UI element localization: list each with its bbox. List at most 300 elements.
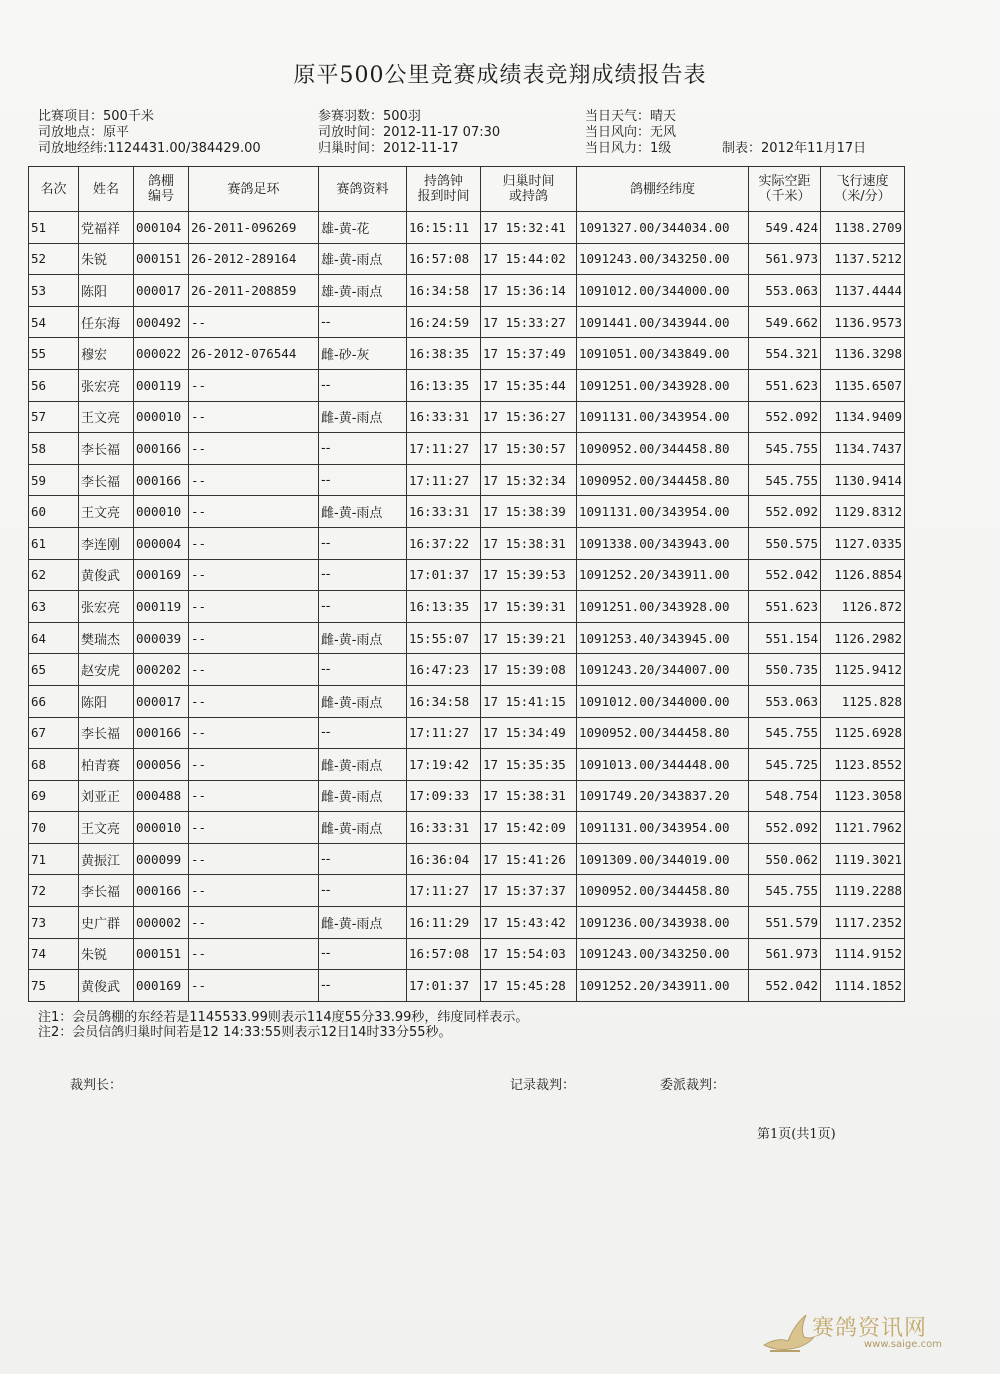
delegate-label: 委派裁判： (660, 1078, 726, 1093)
table-cell: 17 15:44:02 (481, 243, 577, 275)
table-cell: 551.579 (749, 907, 821, 939)
table-cell: 17 15:41:15 (481, 685, 577, 717)
table-cell: 1123.3058 (821, 780, 905, 812)
table-cell: 58 (29, 433, 79, 465)
table-cell: 1091252.20/343911.00 (577, 970, 749, 1002)
table-cell: 雌-黄-雨点 (319, 401, 407, 433)
table-cell: 550.735 (749, 654, 821, 686)
table-cell: 1091131.00/343954.00 (577, 496, 749, 528)
table-cell: 000010 (134, 812, 189, 844)
return-time-label: 归巢时间：2012-11-17 (318, 141, 459, 156)
table-cell: -- (189, 907, 319, 939)
table-cell: 1091131.00/343954.00 (577, 401, 749, 433)
table-cell: 17 15:35:35 (481, 749, 577, 781)
table-cell: 16:33:31 (407, 812, 481, 844)
table-cell: 17 15:41:26 (481, 843, 577, 875)
table-cell: 1091236.00/343938.00 (577, 907, 749, 939)
table-cell: 26-2011-208859 (189, 275, 319, 307)
table-cell: 雌-黄-雨点 (319, 622, 407, 654)
table-cell: 000169 (134, 559, 189, 591)
table-cell: -- (319, 938, 407, 970)
table-cell: 17:01:37 (407, 559, 481, 591)
table-cell: 赵安虎 (79, 654, 134, 686)
release-coords-label: 司放地经纬:1124431.00/384429.00 (38, 141, 261, 156)
table-cell: 雄-黄-雨点 (319, 275, 407, 307)
table-cell: 17 15:36:27 (481, 401, 577, 433)
column-header: 飞行速度 （米/分） (821, 167, 905, 212)
table-cell: 551.623 (749, 369, 821, 401)
weather-label: 当日天气：晴天 (585, 109, 677, 124)
table-cell: 57 (29, 401, 79, 433)
table-cell: 16:34:58 (407, 685, 481, 717)
table-row (29, 212, 905, 244)
table-cell: 1123.8552 (821, 749, 905, 781)
table-cell: 1119.3021 (821, 843, 905, 875)
table-cell: 李长福 (79, 717, 134, 749)
table-cell: 1090952.00/344458.80 (577, 433, 749, 465)
table-cell: 1127.0335 (821, 527, 905, 559)
table-cell: -- (319, 843, 407, 875)
table-cell: -- (319, 875, 407, 907)
table-cell: -- (319, 369, 407, 401)
table-cell: 雌-砂-灰 (319, 338, 407, 370)
table-cell: 552.042 (749, 970, 821, 1002)
table-row (29, 433, 905, 465)
table-cell: 17 15:43:42 (481, 907, 577, 939)
entries-label: 参赛羽数：500羽 (318, 109, 421, 124)
table-cell: 000010 (134, 496, 189, 528)
table-cell: 1091327.00/344034.00 (577, 212, 749, 244)
table-cell: 63 (29, 591, 79, 623)
table-cell: 1091012.00/344000.00 (577, 685, 749, 717)
table-cell: 17 15:38:31 (481, 780, 577, 812)
table-cell: 52 (29, 243, 79, 275)
table-cell: 1125.9412 (821, 654, 905, 686)
note-1: 注1：会员鸽棚的东经若是1145533.99则表示114度55分33.99秒，纬度同样表示。 (38, 1010, 529, 1025)
table-cell: -- (189, 654, 319, 686)
table-cell: 16:47:23 (407, 654, 481, 686)
table-cell: 17 15:39:53 (481, 559, 577, 591)
table-cell: 51 (29, 212, 79, 244)
table-cell: 545.755 (749, 464, 821, 496)
table-cell: 17 15:33:27 (481, 306, 577, 338)
table-cell: 1091251.00/343928.00 (577, 369, 749, 401)
table-cell: 000166 (134, 464, 189, 496)
column-header: 赛鸽资料 (319, 167, 407, 212)
table-cell: 75 (29, 970, 79, 1002)
table-cell: 17 15:45:28 (481, 970, 577, 1002)
table-cell: 1091243.00/343250.00 (577, 243, 749, 275)
table-cell: 穆宏 (79, 338, 134, 370)
table-cell: 1125.6928 (821, 717, 905, 749)
table-cell: 1137.5212 (821, 243, 905, 275)
table-row (29, 685, 905, 717)
table-cell: 68 (29, 749, 79, 781)
table-cell: 554.321 (749, 338, 821, 370)
table-row (29, 717, 905, 749)
table-cell: -- (319, 527, 407, 559)
table-cell: 17 15:37:37 (481, 875, 577, 907)
table-cell: 1091012.00/344000.00 (577, 275, 749, 307)
table-cell: 1091253.40/343945.00 (577, 622, 749, 654)
table-cell: 000119 (134, 369, 189, 401)
table-cell: -- (189, 812, 319, 844)
table-cell: 雌-黄-雨点 (319, 780, 407, 812)
table-cell: -- (189, 527, 319, 559)
table-row (29, 938, 905, 970)
table-cell: 1114.9152 (821, 938, 905, 970)
referee-label: 裁判长： (70, 1078, 123, 1093)
table-cell: 1138.2709 (821, 212, 905, 244)
column-header: 鸽棚 编号 (134, 167, 189, 212)
table-cell: 561.973 (749, 243, 821, 275)
table-cell: -- (189, 433, 319, 465)
table-cell: 66 (29, 685, 79, 717)
table-cell: 张宏亮 (79, 369, 134, 401)
page-title: 原平500公里竞赛成绩表竞翔成绩报告表 (293, 63, 707, 88)
table-row (29, 654, 905, 686)
table-cell: 李长福 (79, 875, 134, 907)
table-row (29, 338, 905, 370)
table-cell: 1126.872 (821, 591, 905, 623)
table-cell: 17 15:32:41 (481, 212, 577, 244)
table-cell: -- (319, 591, 407, 623)
table-cell: 545.755 (749, 433, 821, 465)
table-cell: 000104 (134, 212, 189, 244)
table-cell: -- (189, 559, 319, 591)
table-cell: 1091749.20/343837.20 (577, 780, 749, 812)
column-header: 赛鸽足环 (189, 167, 319, 212)
table-cell: 1126.2982 (821, 622, 905, 654)
table-cell: 雌-黄-雨点 (319, 907, 407, 939)
table-cell: 545.755 (749, 875, 821, 907)
table-cell: 000202 (134, 654, 189, 686)
table-cell: 1136.9573 (821, 306, 905, 338)
table-cell: 1091338.00/343943.00 (577, 527, 749, 559)
column-header: 实际空距 （千米） (749, 167, 821, 212)
table-cell: 黄俊武 (79, 970, 134, 1002)
table-cell: 550.575 (749, 527, 821, 559)
note-2: 注2：会员信鸽归巢时间若是12 14:33:55则表示12日14时33分55秒。 (38, 1025, 452, 1040)
table-cell: -- (189, 843, 319, 875)
table-cell: 王文亮 (79, 496, 134, 528)
table-cell: 17:11:27 (407, 875, 481, 907)
table-cell: -- (319, 654, 407, 686)
table-cell: 李长福 (79, 433, 134, 465)
table-cell: -- (189, 464, 319, 496)
release-place-label: 司放地点：原平 (38, 125, 130, 140)
table-cell: 任东海 (79, 306, 134, 338)
table-header-row (29, 167, 905, 212)
table-cell: 26-2011-096269 (189, 212, 319, 244)
table-cell: 1130.9414 (821, 464, 905, 496)
table-cell: 16:13:35 (407, 591, 481, 623)
table-row (29, 622, 905, 654)
table-cell: 雄-黄-花 (319, 212, 407, 244)
watermark-url: www.saige.com (864, 1339, 942, 1350)
table-cell: 雌-黄-雨点 (319, 812, 407, 844)
table-cell: 柏青赛 (79, 749, 134, 781)
table-cell: 17 15:39:21 (481, 622, 577, 654)
table-cell: -- (189, 685, 319, 717)
table-cell: 1134.9409 (821, 401, 905, 433)
table-cell: 李长福 (79, 464, 134, 496)
table-cell: -- (189, 306, 319, 338)
table-cell: 1114.1852 (821, 970, 905, 1002)
table-cell: 樊瑞杰 (79, 622, 134, 654)
table-cell: 雌-黄-雨点 (319, 496, 407, 528)
table-cell: -- (189, 970, 319, 1002)
table-cell: 26-2012-076544 (189, 338, 319, 370)
table-row (29, 875, 905, 907)
table-cell: 73 (29, 907, 79, 939)
table-cell: 1091309.00/344019.00 (577, 843, 749, 875)
table-cell: 000099 (134, 843, 189, 875)
table-cell: 黄振江 (79, 843, 134, 875)
table-cell: 雄-黄-雨点 (319, 243, 407, 275)
table-cell: 1134.7437 (821, 433, 905, 465)
table-cell: 16:57:08 (407, 938, 481, 970)
table-cell: 16:34:58 (407, 275, 481, 307)
table-cell: 71 (29, 843, 79, 875)
table-cell: 552.092 (749, 496, 821, 528)
table-cell: 17 15:32:34 (481, 464, 577, 496)
table-cell: 雌-黄-雨点 (319, 749, 407, 781)
table-row (29, 401, 905, 433)
table-cell: 16:38:35 (407, 338, 481, 370)
column-header: 鸽棚经纬度 (577, 167, 749, 212)
table-cell: 1129.8312 (821, 496, 905, 528)
table-cell: -- (319, 464, 407, 496)
table-cell: 1137.4444 (821, 275, 905, 307)
table-cell: 陈阳 (79, 275, 134, 307)
table-cell: 59 (29, 464, 79, 496)
table-cell: 17 15:54:03 (481, 938, 577, 970)
table-cell: 16:36:04 (407, 843, 481, 875)
table-cell: 552.092 (749, 401, 821, 433)
table-cell: 74 (29, 938, 79, 970)
results-table (28, 166, 905, 1002)
table-cell: -- (319, 559, 407, 591)
table-row (29, 907, 905, 939)
table-row (29, 970, 905, 1002)
table-cell: 1090952.00/344458.80 (577, 875, 749, 907)
table-cell: -- (319, 433, 407, 465)
table-cell: -- (189, 401, 319, 433)
table-cell: -- (189, 717, 319, 749)
table-cell: 000017 (134, 685, 189, 717)
table-cell: 1135.6507 (821, 369, 905, 401)
table-cell: 545.725 (749, 749, 821, 781)
table-cell: 雌-黄-雨点 (319, 685, 407, 717)
wind-direction-label: 当日风向：无风 (585, 125, 677, 140)
table-cell: 000492 (134, 306, 189, 338)
table-row (29, 749, 905, 781)
watermark-text: 赛鸽资讯网 (812, 1316, 928, 1341)
table-cell: 刘亚正 (79, 780, 134, 812)
table-row (29, 812, 905, 844)
table-cell: 朱锐 (79, 243, 134, 275)
table-cell: 1119.2288 (821, 875, 905, 907)
table-cell: 53 (29, 275, 79, 307)
table-cell: 1126.8854 (821, 559, 905, 591)
column-header: 归巢时间 或持鸽 (481, 167, 577, 212)
table-cell: 1091441.00/343944.00 (577, 306, 749, 338)
table-cell: 61 (29, 527, 79, 559)
table-cell: 17:11:27 (407, 464, 481, 496)
table-cell: 56 (29, 369, 79, 401)
table-cell: 1091131.00/343954.00 (577, 812, 749, 844)
wind-force-label: 当日风力：1级 (585, 141, 672, 156)
table-cell: 553.063 (749, 275, 821, 307)
table-cell: 54 (29, 306, 79, 338)
table-row (29, 527, 905, 559)
table-cell: 000119 (134, 591, 189, 623)
table-cell: 17 15:42:09 (481, 812, 577, 844)
made-date-label: 制表：2012年11月17日 (722, 141, 867, 156)
table-cell: 16:15:11 (407, 212, 481, 244)
table-row (29, 369, 905, 401)
table-cell: 王文亮 (79, 812, 134, 844)
notes (38, 1010, 528, 1040)
table-row (29, 496, 905, 528)
table-cell: 000166 (134, 433, 189, 465)
table-cell: -- (189, 938, 319, 970)
table-cell: 16:57:08 (407, 243, 481, 275)
table-cell: 1091051.00/343849.00 (577, 338, 749, 370)
table-cell: 17 15:38:39 (481, 496, 577, 528)
table-cell: -- (319, 306, 407, 338)
column-header: 持鸽钟 报到时间 (407, 167, 481, 212)
table-cell: 000166 (134, 717, 189, 749)
table-cell: 17 15:39:08 (481, 654, 577, 686)
table-cell: -- (189, 622, 319, 654)
watermark (760, 1307, 965, 1357)
table-row (29, 275, 905, 307)
table-cell: 16:37:22 (407, 527, 481, 559)
table-cell: 000056 (134, 749, 189, 781)
page-number: 第1页(共1页) (757, 1127, 836, 1142)
table-cell: 16:11:29 (407, 907, 481, 939)
table-cell: 69 (29, 780, 79, 812)
table-cell: 17:11:27 (407, 433, 481, 465)
table-cell: 561.973 (749, 938, 821, 970)
table-cell: 551.154 (749, 622, 821, 654)
table-row (29, 559, 905, 591)
recorder-label: 记录裁判： (510, 1078, 576, 1093)
table-cell: -- (319, 717, 407, 749)
table-cell: 17 15:30:57 (481, 433, 577, 465)
table-cell: 60 (29, 496, 79, 528)
table-cell: 553.063 (749, 685, 821, 717)
table-cell: 550.062 (749, 843, 821, 875)
table-cell: 1125.828 (821, 685, 905, 717)
table-cell: -- (189, 875, 319, 907)
table-cell: 17:01:37 (407, 970, 481, 1002)
table-cell: 000166 (134, 875, 189, 907)
table-cell: 16:24:59 (407, 306, 481, 338)
table-cell: -- (189, 780, 319, 812)
table-cell: 72 (29, 875, 79, 907)
table-cell: 000022 (134, 338, 189, 370)
table-cell: 1091251.00/343928.00 (577, 591, 749, 623)
table-cell: 17 15:38:31 (481, 527, 577, 559)
table-cell: 1091013.00/344448.00 (577, 749, 749, 781)
table-cell: 党福祥 (79, 212, 134, 244)
table-cell: 549.662 (749, 306, 821, 338)
event-label: 比赛项目：500千米 (38, 109, 154, 124)
table-cell: 1090952.00/344458.80 (577, 464, 749, 496)
table-cell: 1117.2352 (821, 907, 905, 939)
table-cell: 17 15:37:49 (481, 338, 577, 370)
table-row (29, 306, 905, 338)
table-cell: 王文亮 (79, 401, 134, 433)
table-cell: 000151 (134, 243, 189, 275)
column-header: 姓名 (79, 167, 134, 212)
table-cell: 陈阳 (79, 685, 134, 717)
table-cell: 17:09:33 (407, 780, 481, 812)
release-time-label: 司放时间：2012-11-17 07:30 (318, 125, 501, 140)
table-cell: 551.623 (749, 591, 821, 623)
table-cell: 1136.3298 (821, 338, 905, 370)
table-row (29, 843, 905, 875)
column-header: 名次 (29, 167, 79, 212)
table-cell: 17:19:42 (407, 749, 481, 781)
table-cell: -- (189, 369, 319, 401)
table-cell: 000169 (134, 970, 189, 1002)
table-cell: 17 15:35:44 (481, 369, 577, 401)
table-cell: 1090952.00/344458.80 (577, 717, 749, 749)
table-cell: 朱锐 (79, 938, 134, 970)
table-row (29, 464, 905, 496)
table-cell: 000039 (134, 622, 189, 654)
table-cell: 16:33:31 (407, 496, 481, 528)
table-cell: 17:11:27 (407, 717, 481, 749)
table-cell: 000004 (134, 527, 189, 559)
table-cell: 000010 (134, 401, 189, 433)
table-cell: 000002 (134, 907, 189, 939)
table-cell: 545.755 (749, 717, 821, 749)
table-cell: 26-2012-289164 (189, 243, 319, 275)
table-body (29, 212, 905, 1002)
table-cell: 15:55:07 (407, 622, 481, 654)
table-cell: -- (189, 591, 319, 623)
table-cell: -- (189, 749, 319, 781)
table-cell: 17 15:36:14 (481, 275, 577, 307)
table-cell: 64 (29, 622, 79, 654)
table-cell: 16:13:35 (407, 369, 481, 401)
table-cell: 000151 (134, 938, 189, 970)
table-cell: -- (319, 970, 407, 1002)
table-cell: 62 (29, 559, 79, 591)
table-cell: 1091243.20/344007.00 (577, 654, 749, 686)
table-cell: 17 15:34:49 (481, 717, 577, 749)
table-cell: 000017 (134, 275, 189, 307)
table-cell: 548.754 (749, 780, 821, 812)
pigeon-logo-icon (760, 1307, 816, 1355)
table-cell: 549.424 (749, 212, 821, 244)
table-cell: 552.092 (749, 812, 821, 844)
table-cell: 16:33:31 (407, 401, 481, 433)
table-row (29, 591, 905, 623)
table-cell: 67 (29, 717, 79, 749)
table-row (29, 243, 905, 275)
table-cell: -- (189, 496, 319, 528)
table-cell: 55 (29, 338, 79, 370)
table-cell: 1121.7962 (821, 812, 905, 844)
table-row (29, 780, 905, 812)
table-cell: 552.042 (749, 559, 821, 591)
